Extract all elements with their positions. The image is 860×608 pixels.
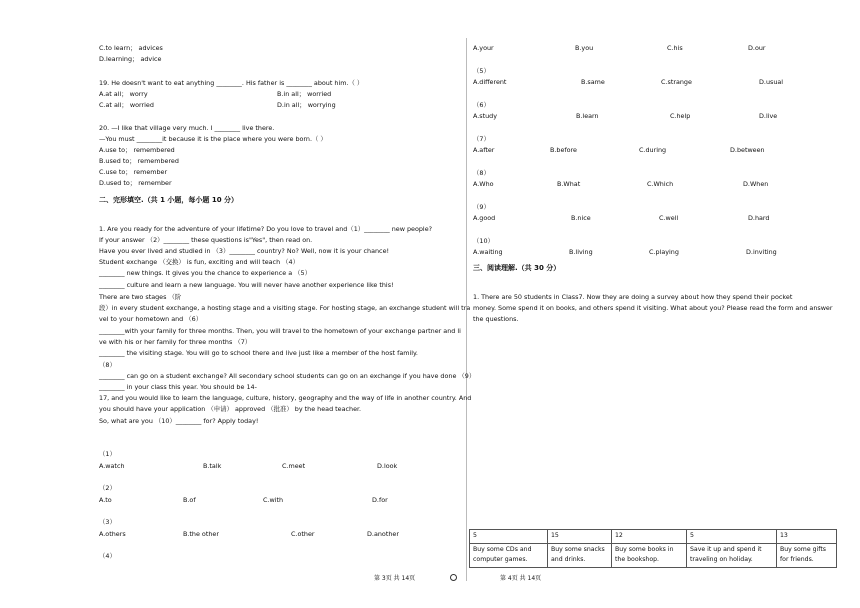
q20-option-d[interactable]: D.used to； remember	[99, 179, 172, 187]
item-text: the bookshop.	[615, 556, 660, 564]
passage-line: 段）in every student exchange, a hosting stage and a visiting stage. For hosting stage, an exchange student will tra	[99, 304, 471, 312]
reading-line: 1. There are 50 students in Class7. Now they are doing a survey about how they spend their pocket	[473, 293, 793, 301]
table-cell-item	[777, 543, 837, 567]
blank-2-option-c[interactable]: C.with	[263, 496, 284, 504]
q19-stem: 19. He doesn't want to eat anything ________. His father is ________ about him.（ ）	[99, 79, 364, 87]
passage-line: So, what are you （10）________ for? Apply today!	[99, 417, 259, 425]
blank-9-option-b[interactable]: B.nice	[571, 214, 591, 222]
passage-line: ________ the visiting stage. You will go to school there and live just like a member of the host family.	[99, 349, 418, 357]
blank-7-option-a[interactable]: A.after	[473, 146, 495, 154]
table-row	[470, 543, 837, 567]
blank-5-option-b[interactable]: B.same	[581, 78, 605, 86]
table-cell-count: 12	[612, 530, 687, 544]
pocket-money-table	[469, 529, 837, 568]
blank-5-option-c[interactable]: C.strange	[661, 78, 692, 86]
item-text: Buy some snacks	[551, 545, 605, 553]
blank-5-number: （5）	[473, 67, 490, 75]
item-text: and drinks.	[551, 556, 586, 564]
q20-option-b[interactable]: B.used to； remembered	[99, 157, 179, 165]
q19-option-a[interactable]: A.at all； worry	[99, 90, 148, 98]
passage-line: ________with your family for three months. Then, you will travel to the hometown of your exchange partner and li	[99, 327, 461, 335]
blank-4-option-d[interactable]: D.our	[748, 44, 766, 52]
blank-1-option-b[interactable]: B.talk	[203, 462, 222, 470]
table-cell-count: 13	[777, 530, 837, 544]
blank-2-number: （2）	[99, 484, 116, 492]
table-cell-item	[687, 543, 777, 567]
passage-line: （8）	[99, 361, 116, 369]
blank-8-option-d[interactable]: D.When	[743, 180, 769, 188]
reading-line: money. Some spend it on books, and others spend it visiting. What about you? Please read the form and answer	[473, 304, 833, 312]
blank-1-option-d[interactable]: D.look	[377, 462, 398, 470]
q20-stem-2: —You must ________it because it is the place where you were born.（ ）	[99, 135, 327, 143]
blank-8-option-c[interactable]: C.Which	[647, 180, 674, 188]
q18-option-d[interactable]: D.learning； advice	[99, 55, 162, 63]
blank-2-option-a[interactable]: A.to	[99, 496, 112, 504]
passage-line: Student exchange （交换） is fun, exciting and will teach （4）	[99, 258, 300, 266]
blank-3-number: （3）	[99, 518, 116, 526]
table-cell-count: 5	[470, 530, 548, 544]
blank-1-number: （1）	[99, 450, 116, 458]
blank-1-option-c[interactable]: C.meet	[282, 462, 306, 470]
blank-7-number: （7）	[473, 135, 490, 143]
item-text: traveling on holiday.	[690, 556, 753, 564]
blank-6-option-a[interactable]: A.study	[473, 112, 498, 120]
blank-10-option-c[interactable]: C.playing	[649, 248, 679, 256]
page-number-left: 第 3页 共 14页	[374, 575, 416, 582]
blank-8-option-b[interactable]: B.What	[557, 180, 581, 188]
blank-6-option-d[interactable]: D.live	[759, 112, 778, 120]
blank-4-option-b[interactable]: B.you	[575, 44, 594, 52]
blank-2-option-d[interactable]: D.for	[372, 496, 388, 504]
blank-4-number: （4）	[99, 552, 116, 560]
blank-8-number: （8）	[473, 169, 490, 177]
passage-line: 1. Are you ready for the adventure of your lifetime? Do you love to travel and（1）________ new people?	[99, 225, 433, 233]
q19-option-d[interactable]: D.in all； worrying	[277, 101, 336, 109]
section-cloze-heading: 二、完形填空.（共 1 小题，每小题 10 分）	[99, 196, 239, 204]
table-cell-item	[612, 543, 687, 567]
table-cell-item	[470, 543, 548, 567]
passage-line: you should have your application （申请） approved （批准） by the head teacher.	[99, 405, 362, 413]
passage-line: ________ new things. It gives you the chance to experience a （5）	[99, 269, 311, 277]
blank-9-number: （9）	[473, 203, 490, 211]
item-text: Buy some CDs and	[473, 545, 532, 553]
q19-option-c[interactable]: C.at all； worried	[99, 101, 154, 109]
blank-5-option-d[interactable]: D.usual	[759, 78, 784, 86]
binding-hole-icon	[450, 574, 457, 581]
blank-7-option-d[interactable]: D.between	[730, 146, 765, 154]
q20-option-a[interactable]: A.use to； remembered	[99, 146, 175, 154]
q18-option-c[interactable]: C.to learn； advices	[99, 44, 163, 52]
q20-option-c[interactable]: C.use to； remember	[99, 168, 168, 176]
blank-8-option-a[interactable]: A.Who	[473, 180, 494, 188]
blank-3-option-a[interactable]: A.others	[99, 530, 126, 538]
blank-2-option-b[interactable]: B.of	[183, 496, 196, 504]
blank-10-number: （10）	[473, 237, 494, 245]
passage-line: 17, and you would like to learn the language, culture, history, geography and the way of life in another country. And	[99, 394, 472, 402]
blank-3-option-b[interactable]: B.the other	[183, 530, 219, 538]
blank-7-option-c[interactable]: C.during	[639, 146, 667, 154]
blank-6-option-b[interactable]: B.learn	[576, 112, 599, 120]
table-cell-count: 5	[687, 530, 777, 544]
blank-6-number: （6）	[473, 101, 490, 109]
blank-7-option-b[interactable]: B.before	[550, 146, 577, 154]
table-cell-count: 15	[548, 530, 612, 544]
passage-line: ________ can go on a student exchange? All secondary school students can go on an exchange if you have done （9）	[99, 372, 476, 380]
blank-9-option-d[interactable]: D.hard	[748, 214, 770, 222]
blank-10-option-b[interactable]: B.living	[569, 248, 593, 256]
blank-1-option-a[interactable]: A.watch	[99, 462, 125, 470]
section-reading-heading: 三、阅读理解.（共 30 分）	[473, 264, 561, 272]
table-cell-item	[548, 543, 612, 567]
reading-line: the questions.	[473, 315, 519, 323]
passage-line: ________ in your class this year. You should be 14-	[99, 383, 257, 391]
passage-line: ve with his or her family for three months （7）	[99, 338, 252, 346]
blank-9-option-a[interactable]: A.good	[473, 214, 496, 222]
blank-5-option-a[interactable]: A.different	[473, 78, 507, 86]
blank-10-option-d[interactable]: D.inviting	[746, 248, 777, 256]
passage-line: Have you ever lived and studied in （3）________ country? No? Well, now it is your chance!	[99, 247, 390, 255]
item-text: Save it up and spend it	[690, 545, 762, 553]
blank-4-option-c[interactable]: C.his	[667, 44, 683, 52]
blank-3-option-c[interactable]: C.other	[291, 530, 315, 538]
q20-stem: 20. —I like that village very much. I ________ live there.	[99, 124, 275, 132]
item-text: for friends.	[780, 556, 814, 564]
passage-line: If your answer （2）________ these questions is"Yes", then read on.	[99, 236, 313, 244]
item-text: computer games.	[473, 556, 528, 564]
item-text: Buy some books in	[615, 545, 674, 553]
passage-line: vel to your hometown and （6）	[99, 315, 203, 323]
page-number-right: 第 4页 共 14页	[500, 575, 542, 582]
blank-6-option-c[interactable]: C.help	[670, 112, 691, 120]
passage-line: There are two stages （阶	[99, 293, 182, 301]
blank-4-option-a[interactable]: A.your	[473, 44, 494, 52]
q19-option-b[interactable]: B.in all； worried	[277, 90, 332, 98]
blank-3-option-d[interactable]: D.another	[367, 530, 399, 538]
blank-10-option-a[interactable]: A.waiting	[473, 248, 503, 256]
blank-9-option-c[interactable]: C.well	[659, 214, 679, 222]
item-text: Buy some gifts	[780, 545, 826, 553]
table-row	[470, 530, 837, 544]
passage-line: ________ culture and learn a new language. You will never have another experience like this!	[99, 281, 394, 289]
